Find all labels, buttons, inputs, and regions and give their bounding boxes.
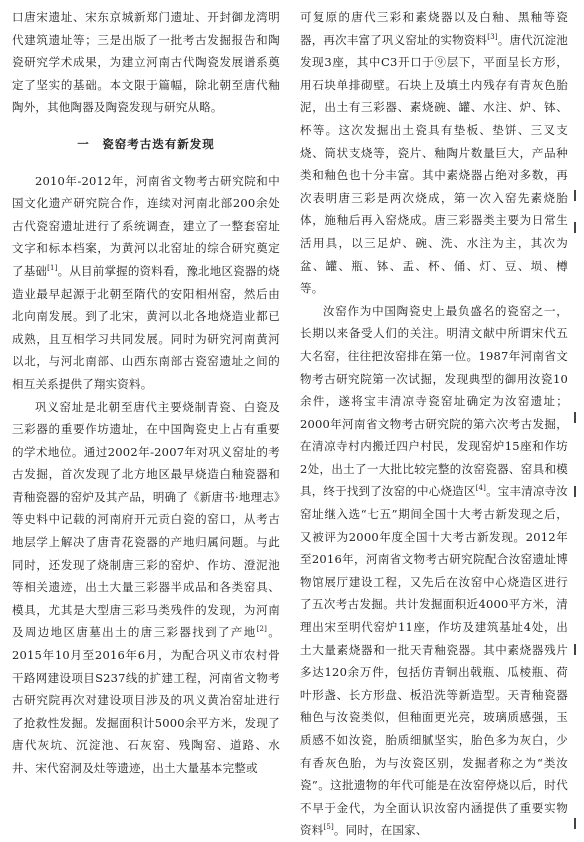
footnote-ref-1[interactable]: [1]: [47, 264, 58, 273]
gongyi-cont-text-a: 可复原的唐代三彩和素烧器以及白釉、黑釉等瓷器，再次丰富了巩义窑址的实物资料: [300, 10, 568, 47]
margin-mark: [574, 486, 582, 497]
footnote-ref-3[interactable]: [3]: [487, 32, 498, 41]
gongyi-text-b: 。2015年10月至2016年6月，为配合巩义市农村骨干路网建设项目S237线的扩建工程，河南省文物考古研究院再次对建设项目涉及的巩义黄冶窑址进行了抢救性发掘。发掘面积计5000余平方米，发现了唐代灰坑、沉淀池、石灰窑、残陶窑、道路、水井、宋代窑洞及灶等遗迹，出土大量基本完整或: [12, 625, 280, 775]
margin-mark: [574, 222, 582, 233]
gongyi-text-a: 巩义窑址是北朝至唐代主要烧制青瓷、白瓷及三彩器的重要作坊遗址，在中国陶瓷史上占有重要的学术地位。通过2002年-2007年对巩义窑址的考古发掘，首次发现了北方地区最早烧造白釉瓷器和青釉瓷器的窑炉及其产品，明确了《新唐书·地理志》等史料中记载的河南府开元贡白瓷的窑口，从考古地层学上解决了唐青花瓷器的产地归属问题。与此同时，还发现了烧制唐三彩的窑炉、作坊、澄泥池等相关遗迹，出土大量三彩器半成品和各类窑具、模具，尤其是大型唐三彩马类残件的发现，为河南及周边地区唐墓出土的唐三彩器找到了产地: [12, 399, 280, 640]
ru-text-b: 。宝丰清凉寺汝窑址继入选“七五”期间全国十大考古新发现之后，又被评为2000年度全国十大考古新发现。2012年至2016年，河南省文物考古研究院配合汝窑遗址博物馆展厅建设工程，又先后在汝窑中心烧造区进行了五次考古发掘。共计发掘面积近4000平方米，清理出宋至明代窑炉11座，作坊及建筑基址4处，出土大量素烧器和一批天青釉瓷器。其中素烧器残片多达120余万件，包括仿青铜出戟瓶、瓜棱瓶、荷叶形盏、长方形盘、板沿洗等新造型。天青釉瓷器釉色与汝瓷类似，但釉面更光亮，玻璃质感强，玉质感不如汝瓷，胎质细腻坚实，胎色多为灰白，少有香灰色胎，为与汝瓷区别，发掘者称之为“类汝瓷”。这批遗物的年代可能是在汝窑停烧以后，时代不早于金代，为全面认识汝窑内涵提供了重要实物资料: [300, 484, 569, 838]
left-column: [12, 6, 280, 780]
paragraph-regional-survey: [12, 170, 280, 396]
margin-mark: [574, 412, 582, 423]
paragraph-intro-continued: [12, 6, 280, 119]
margin-mark: [574, 644, 582, 655]
right-column: [300, 6, 568, 842]
intro-text: 口唐宋遗址、宋东京城新郑门遗址、开封御龙湾明代建筑遗址等；三是出版了一批考古发掘报告和陶瓷研究学术成果，为建立河南古代陶瓷发展谱系奠定了坚实的基础。本文限于篇幅，除北朝至唐代釉陶外，其他陶器及陶瓷发现与研究从略。: [12, 10, 280, 115]
ru-text-c: 。同时，在国家、: [333, 823, 428, 838]
survey-text-a: 2010年-2012年，河南省文物考古研究院和中国文化遗产研究院合作，连续对河南北部200余处古代瓷窑遗址进行了系统调查，建立了一整套窑址文字和标本档案，为黄河以北窑址的综合研究奠定了基础: [12, 173, 280, 278]
margin-mark: [574, 190, 582, 201]
paragraph-ru-kiln: [300, 300, 568, 842]
survey-text-b: 。从目前掌握的资料看，豫北地区瓷器的烧造业最早起源于北朝至隋代的安阳相州窑，然后由北向南发展。到了北宋，黄河以北各地烧造业都已成熟，且互相学习共同发展。同时为研究河南黄河以北，与河北南部、山西东南部古瓷窑遗址之间的相互关系提供了翔实资料。: [12, 263, 280, 391]
footnote-ref-5[interactable]: [5]: [323, 823, 334, 832]
section-heading: 一 瓷窑考古迭有新发现: [77, 136, 215, 151]
footnote-ref-2[interactable]: [2]: [256, 625, 268, 634]
margin-mark: [574, 818, 582, 829]
paragraph-gongyi-kiln: [12, 396, 280, 780]
gongyi-cont-text-b: 。唐代沉淀池发现3座，其中C3开口于⑨层下，平面呈长方形，用石块单排砌壁。石块上及填土内残存有青灰色胎泥，出土有三彩器、素烧碗、罐、水注、炉、钵、杯等。这次发掘出土瓷具有垫板、垫饼、三叉支烧、筒状支烧等，瓷片、釉陶片数量巨大，产品种类和釉色也十分丰富。其中素烧器占绝对多数，再次表明唐三彩是两次烧成，第一次入窑先素烧胎体，施釉后再入窑烧成。唐三彩器类主要为日常生活用具，以三足炉、碗、洗、水注为主，其次为盆、罐、瓶、钵、盂、杯、俑、灯、豆、埙、樽等。: [300, 32, 569, 296]
footnote-ref-4[interactable]: [4]: [475, 484, 487, 493]
paragraph-gongyi-continued: [300, 6, 568, 300]
ru-text-a: 汝窑作为中国陶瓷史上最负盛名的瓷窑之一，长期以来备受人们的关注。明清文献中所谓宋代五大名窑，往往把汝窑排在第一位。1987年河南省文物考古研究院第一次试掘，发现典型的御用汝瓷10余件，遂将宝丰清凉寺瓷窑址确定为汝窑遗址；2000年河南省文物考古研究院的第六次考古发掘，在清凉寺村内搬迁四户村民，发现窑炉15座和作坊2处，出土了一大批比较完整的汝窑瓷器、窑具和模具，终于找到了汝窑的中心烧造区: [300, 303, 568, 499]
